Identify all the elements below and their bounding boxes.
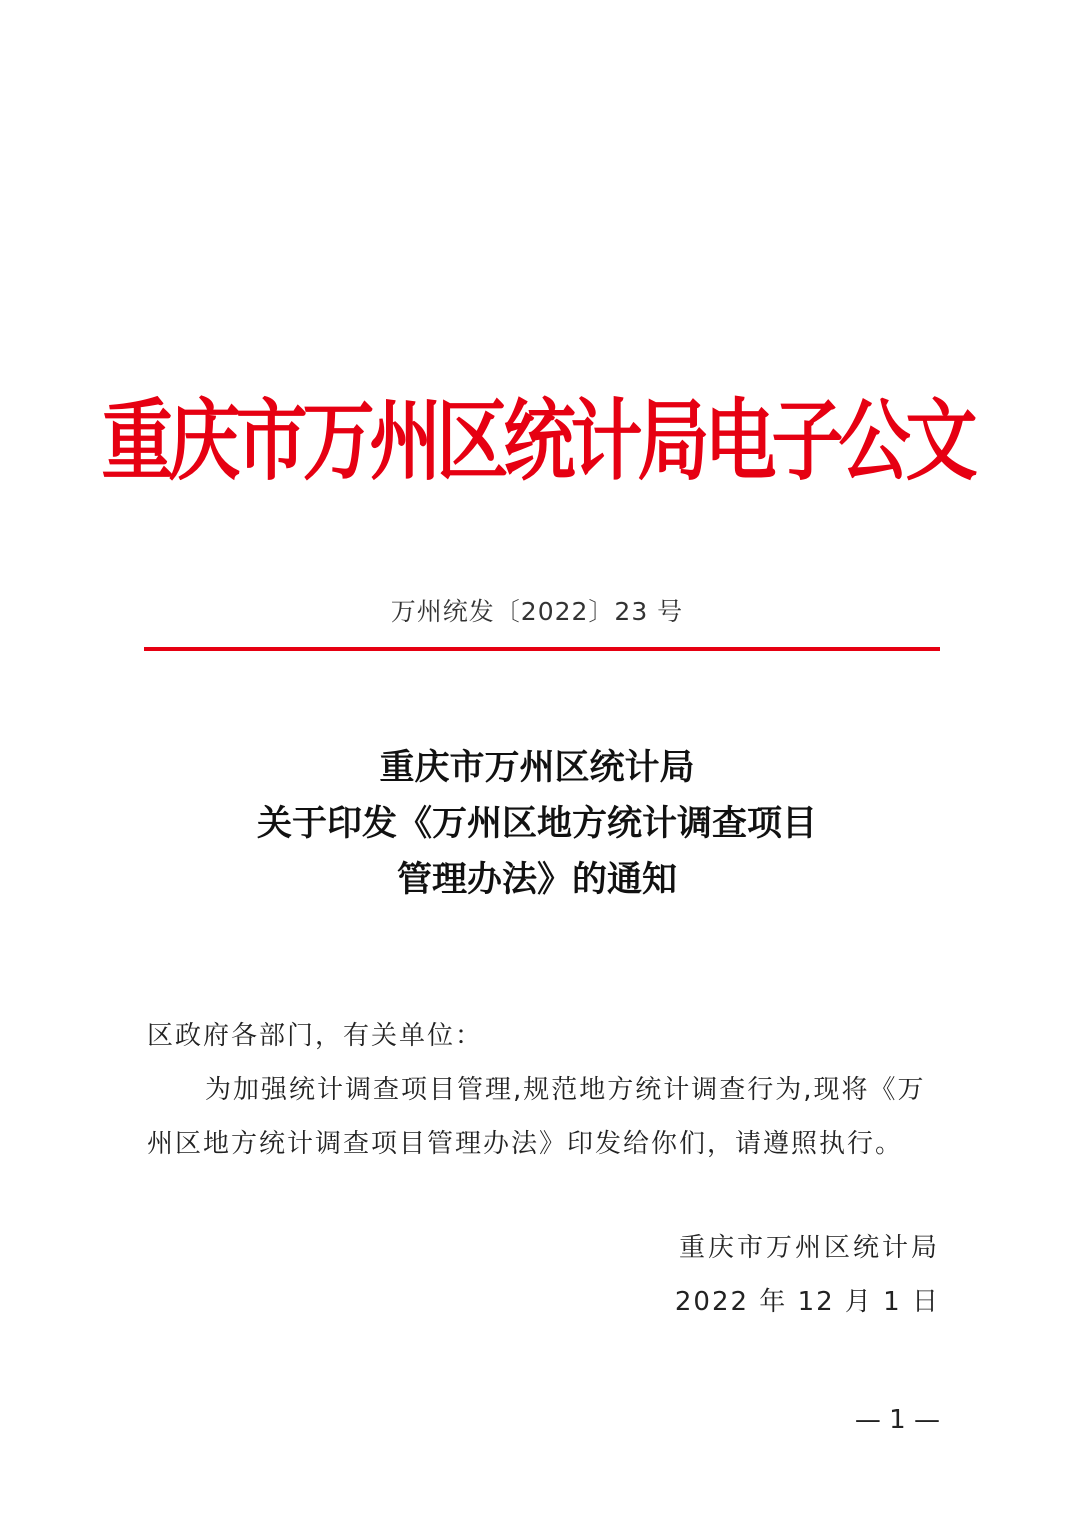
signature-organization: 重庆市万州区统计局 [678,1233,940,1263]
document-number: 万州统发〔2022〕23 号 [390,597,684,626]
title-line-2: 关于印发《万州区地方统计调查项目 [256,803,817,844]
masthead-title: 重庆市万州区统计局电子公文 [101,388,973,493]
title-line-3: 管理办法》的通知 [396,859,677,900]
body-paragraph-line-1: 为加强统计调查项目管理,规范地方统计调查行为,现将《万 [205,1075,926,1105]
title-line-1: 重庆市万州区统计局 [379,747,695,788]
salutation: 区政府各部门，有关单位： [147,1021,484,1051]
body-paragraph-line-2: 州区地方统计调查项目管理办法》印发给你们，请遵照执行。 [147,1129,904,1159]
document-title [0,740,1074,908]
signature-date: 2022 年 12 月 1 日 [674,1287,940,1317]
page-number: — 1 — [854,1405,940,1435]
red-divider-line [144,647,940,651]
